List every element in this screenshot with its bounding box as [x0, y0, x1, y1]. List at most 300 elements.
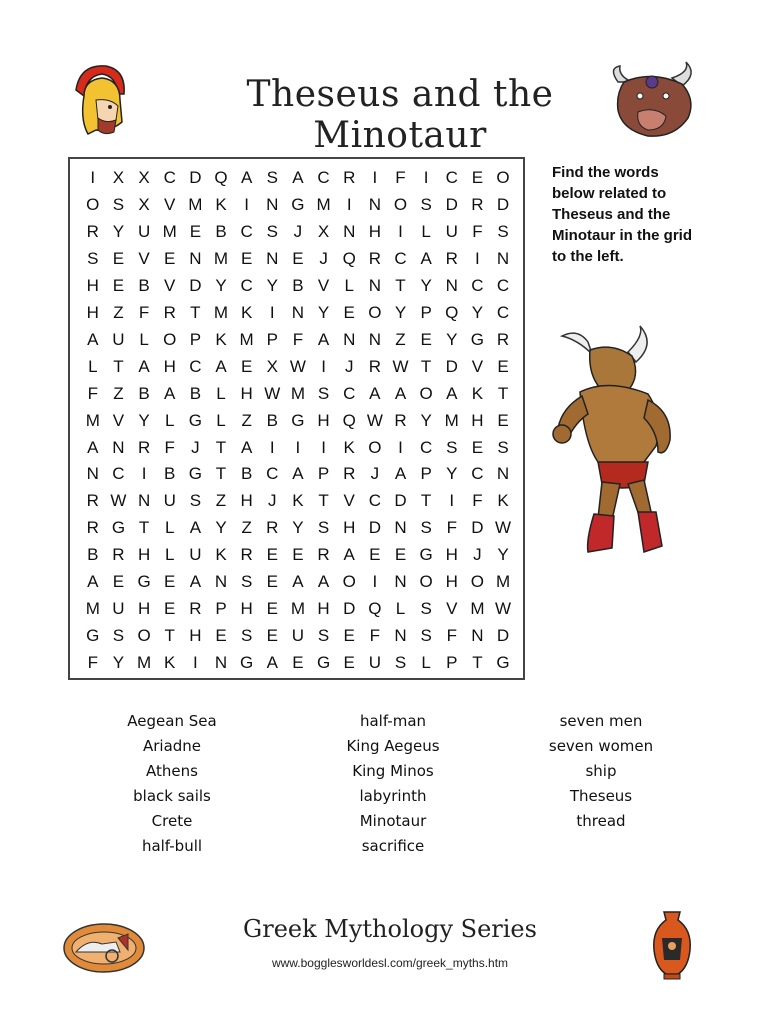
grid-letter: I	[475, 248, 480, 268]
grid-letter: B	[138, 383, 150, 403]
grid-letter: N	[343, 329, 356, 349]
grid-letter: D	[445, 356, 458, 376]
grid-letter: B	[164, 464, 176, 484]
grid-letter: F	[395, 168, 406, 187]
grid-letter: O	[368, 302, 382, 322]
grid-letter: K	[164, 653, 176, 673]
grid-letter: F	[164, 437, 175, 457]
word-item: Ariadne	[142, 737, 202, 755]
grid-letter: Y	[446, 464, 458, 484]
grid-letter: H	[471, 410, 484, 430]
grid-letter: N	[86, 464, 99, 484]
grid-row	[80, 300, 516, 326]
grid-letter: H	[86, 302, 99, 322]
grid-letter: C	[163, 168, 176, 187]
grid-letter: A	[87, 572, 99, 592]
grid-letter: T	[215, 464, 227, 484]
grid-letter: R	[317, 545, 330, 565]
grid-letter: E	[164, 599, 176, 619]
grid-row	[80, 273, 516, 299]
grid-letter: A	[138, 356, 150, 376]
grid-letter: A	[369, 383, 381, 403]
grid-letter: H	[343, 518, 356, 538]
instructions-text: Find the words below related to Theseus and the Minotaur in the grid to the left.	[552, 164, 692, 265]
grid-letter: H	[137, 599, 151, 619]
grid-letter: S	[497, 437, 509, 457]
grid-letter: V	[317, 275, 330, 295]
grid-letter: N	[394, 572, 407, 592]
grid-letter: R	[266, 518, 279, 538]
grid-letter: Q	[445, 302, 459, 322]
word-item: black sails	[133, 787, 211, 805]
grid-letter: R	[343, 168, 356, 187]
grid-letter: O	[470, 572, 485, 592]
grid-letter: I	[372, 572, 378, 592]
grid-letter: Y	[112, 653, 125, 673]
grid-letter: H	[137, 545, 151, 565]
grid-letter: N	[266, 194, 279, 214]
grid-letter: R	[445, 248, 458, 268]
grid-letter: E	[394, 545, 407, 565]
grid-letter: O	[419, 383, 433, 403]
grid-letter: L	[164, 518, 175, 538]
word-item: half-bull	[141, 837, 203, 855]
grid-letter: F	[446, 518, 457, 538]
grid-letter: Y	[292, 518, 304, 538]
grid-letter: H	[317, 410, 330, 430]
grid-letter: I	[244, 194, 249, 214]
grid-letter: T	[164, 626, 175, 646]
grid-letter: M	[470, 599, 485, 619]
word-item: half-man	[359, 712, 427, 730]
word-item: Theseus	[569, 787, 633, 805]
word-item: King Aegeus	[346, 737, 440, 755]
grid-letter: C	[496, 275, 510, 295]
vase-icon	[648, 908, 696, 980]
grid-letter: M	[136, 653, 152, 673]
grid-letter: N	[266, 248, 279, 268]
word-item: seven men	[559, 712, 643, 730]
grid-letter: B	[292, 275, 304, 295]
grid-letter: M	[316, 194, 331, 214]
grid-letter: G	[316, 653, 331, 673]
grid-letter: Y	[446, 329, 458, 349]
word-list-column-3	[516, 709, 686, 834]
grid-letter: V	[138, 248, 150, 268]
grid-letter: K	[215, 329, 227, 349]
grid-letter: M	[290, 383, 305, 403]
grid-row	[80, 354, 516, 380]
grid-letter: C	[240, 275, 253, 295]
grid-letter: C	[368, 491, 381, 511]
grid-letter: W	[264, 383, 281, 403]
grid-letter: U	[112, 599, 125, 619]
grid-row	[80, 381, 516, 407]
grid-row	[80, 219, 516, 245]
grid-letter: Y	[112, 221, 125, 241]
grid-letter: A	[343, 545, 355, 565]
grid-letter: D	[445, 194, 458, 214]
grid-letter: K	[215, 194, 227, 214]
grid-letter: A	[87, 437, 99, 457]
grid-letter: O	[393, 194, 408, 214]
grid-letter: K	[215, 545, 227, 565]
grid-letter: Y	[215, 518, 227, 538]
grid-letter: G	[188, 410, 202, 430]
grid-letter: Z	[113, 383, 124, 403]
grid-letter: V	[446, 599, 458, 619]
grid-letter: N	[112, 437, 125, 457]
grid-letter: L	[421, 221, 431, 241]
grid-letter: L	[395, 599, 406, 619]
grid-letter: H	[240, 383, 253, 403]
grid-row	[80, 192, 516, 218]
grid-letter: G	[496, 653, 510, 673]
grid-letter: Q	[342, 248, 356, 268]
grid-letter: I	[372, 168, 378, 187]
grid-letter: E	[112, 275, 125, 295]
grid-letter: T	[395, 275, 406, 295]
grid-row	[80, 435, 516, 461]
grid-letter: O	[368, 437, 382, 457]
minotaur-icon	[548, 322, 698, 562]
grid-letter: A	[317, 572, 330, 592]
grid-letter: G	[86, 626, 100, 646]
grid-letter: H	[86, 275, 99, 295]
grid-letter: L	[216, 383, 226, 403]
grid-row	[80, 542, 516, 568]
grid-letter: N	[214, 572, 228, 592]
grid-letter: J	[268, 491, 277, 511]
word-item: Minotaur	[359, 812, 427, 830]
grid-letter: S	[420, 626, 432, 646]
grid-letter: V	[164, 194, 176, 214]
grid-letter: F	[87, 653, 98, 673]
grid-letter: X	[138, 168, 150, 187]
grid-letter: M	[495, 572, 511, 592]
word-list-column-2	[308, 709, 478, 859]
helmet-icon	[66, 60, 136, 140]
grid-letter: R	[163, 302, 176, 322]
grid-letter: G	[240, 653, 254, 673]
grid-letter: H	[368, 221, 381, 241]
grid-letter: E	[112, 572, 125, 592]
grid-letter: P	[446, 653, 458, 673]
grid-letter: Y	[497, 545, 509, 565]
grid-letter: U	[137, 221, 151, 241]
grid-letter: V	[343, 491, 355, 511]
grid-letter: S	[497, 221, 509, 241]
grid-letter: N	[496, 464, 510, 484]
grid-letter: B	[266, 410, 278, 430]
grid-letter: N	[368, 194, 381, 214]
grid-letter: O	[496, 168, 510, 187]
grid-letter: Z	[241, 410, 252, 430]
grid-letter: Q	[214, 168, 228, 187]
grid-letter: N	[368, 275, 381, 295]
grid-letter: X	[112, 168, 125, 187]
series-title: Greek Mythology Series	[243, 915, 537, 943]
grid-letter: R	[496, 329, 510, 349]
word-item: seven women	[548, 737, 654, 755]
grid-letter: E	[497, 410, 509, 430]
grid-row	[80, 569, 516, 595]
grid-letter: S	[317, 626, 330, 646]
grid-letter: U	[291, 626, 305, 646]
grid-letter: E	[292, 653, 304, 673]
grid-letter: R	[86, 518, 99, 538]
grid-letter: E	[471, 437, 484, 457]
bull-head-icon	[604, 60, 700, 142]
grid-letter: E	[266, 626, 278, 646]
grid-letter: I	[321, 437, 326, 457]
grid-row	[80, 165, 516, 191]
grid-letter: M	[188, 194, 203, 214]
grid-letter: A	[317, 329, 330, 349]
grid-letter: A	[189, 518, 202, 538]
grid-letter: U	[112, 329, 125, 349]
grid-letter: I	[321, 356, 326, 376]
grid-letter: M	[290, 599, 305, 619]
grid-letter: R	[112, 545, 125, 565]
grid-letter: R	[368, 356, 381, 376]
grid-row	[80, 408, 516, 434]
page-title: Theseus and the Minotaur	[246, 74, 554, 156]
grid-letter: P	[266, 329, 278, 349]
grid-letter: H	[317, 599, 330, 619]
grid-letter: I	[295, 437, 301, 457]
grid-letter: D	[368, 518, 381, 538]
grid-letter: M	[85, 599, 100, 619]
grid-letter: A	[446, 383, 458, 403]
grid-row	[80, 623, 516, 649]
grid-letter: A	[420, 248, 432, 268]
grid-letter: X	[138, 194, 150, 214]
word-search-grid	[68, 157, 525, 680]
grid-letter: N	[368, 329, 381, 349]
grid-letter: J	[293, 221, 303, 241]
grid-letter: D	[496, 194, 510, 214]
grid-letter: Z	[215, 491, 227, 511]
grid-letter: S	[240, 626, 253, 646]
grid-letter: T	[190, 302, 201, 322]
grid-letter: R	[86, 491, 99, 511]
grid-letter: C	[445, 168, 458, 187]
word-item: thread	[576, 812, 626, 830]
grid-letter: E	[266, 599, 278, 619]
grid-letter: D	[471, 518, 484, 538]
grid-letter: C	[266, 464, 279, 484]
grid-letter: Z	[113, 302, 124, 322]
grid-letter: R	[394, 410, 407, 430]
grid-letter: G	[291, 410, 305, 430]
grid-letter: J	[344, 356, 354, 376]
grid-letter: G	[419, 545, 433, 565]
grid-letter: K	[240, 302, 253, 322]
grid-letter: N	[137, 491, 151, 511]
grid-letter: R	[343, 464, 356, 484]
grid-letter: C	[471, 275, 484, 295]
grid-letter: J	[473, 545, 482, 565]
grid-letter: U	[163, 491, 176, 511]
grid-letter: N	[394, 518, 407, 538]
grid-letter: A	[292, 168, 304, 187]
grid-letter: H	[445, 572, 458, 592]
grid-letter: S	[189, 491, 202, 511]
grid-letter: E	[420, 329, 432, 349]
grid-letter: Z	[241, 518, 252, 538]
grid-letter: G	[188, 464, 202, 484]
grid-letter: Q	[342, 410, 356, 430]
grid-letter: A	[189, 572, 202, 592]
grid-letter: J	[370, 464, 380, 484]
grid-letter: T	[138, 518, 150, 538]
grid-letter: M	[239, 329, 254, 349]
grid-letter: O	[163, 329, 177, 349]
grid-letter: G	[111, 518, 126, 538]
grid-letter: O	[137, 626, 151, 646]
grid-letter: C	[394, 248, 407, 268]
grid-row	[80, 515, 516, 541]
grid-letter: C	[240, 221, 253, 241]
grid-letter: I	[423, 168, 429, 187]
grid-letter: B	[215, 221, 227, 241]
grid-letter: A	[240, 437, 253, 457]
grid-letter: E	[343, 653, 355, 673]
grid-letter: Y	[138, 410, 150, 430]
grid-letter: C	[419, 437, 433, 457]
grid-letter: N	[214, 653, 228, 673]
grid-letter: R	[471, 194, 484, 214]
grid-letter: L	[164, 545, 175, 565]
word-item: ship	[585, 762, 617, 780]
grid-letter: D	[343, 599, 356, 619]
grid-letter: T	[318, 491, 329, 511]
grid-letter: R	[368, 248, 381, 268]
grid-letter: F	[446, 626, 457, 646]
grid-letter: E	[343, 302, 355, 322]
grid-letter: K	[471, 383, 484, 403]
grid-letter: S	[112, 626, 125, 646]
grid-letter: E	[292, 248, 304, 268]
grid-row	[80, 488, 516, 514]
grid-letter: Y	[317, 302, 330, 322]
grid-letter: F	[292, 329, 304, 349]
grid-letter: S	[112, 194, 125, 214]
grid-letter: R	[189, 599, 202, 619]
grid-letter: L	[139, 329, 149, 349]
grid-letter: A	[266, 653, 278, 673]
grid-letter: Y	[420, 275, 432, 295]
grid-letter: O	[342, 572, 356, 592]
grid-letter: T	[420, 356, 432, 376]
grid-letter: Y	[266, 275, 278, 295]
grid-letter: N	[343, 221, 356, 241]
grid-letter: S	[446, 437, 458, 457]
grid-letter: E	[292, 545, 304, 565]
grid-letter: D	[496, 626, 510, 646]
grid-letter: L	[88, 356, 98, 376]
grid-letter: A	[292, 464, 304, 484]
grid-letter: M	[444, 410, 459, 430]
grid-letter: A	[394, 464, 407, 484]
grid-letter: C	[496, 302, 510, 322]
grid-letter: I	[269, 437, 275, 457]
grid-letter: G	[470, 329, 485, 349]
grid-letter: Y	[215, 275, 227, 295]
grid-letter: V	[164, 275, 176, 295]
grid-letter: N	[471, 626, 484, 646]
grid-letter: S	[420, 518, 432, 538]
grid-letter: B	[87, 545, 99, 565]
grid-letter: E	[189, 221, 202, 241]
grid-letter: M	[162, 221, 177, 241]
grid-letter: K	[343, 437, 355, 457]
grid-letter: H	[163, 356, 176, 376]
grid-letter: A	[394, 383, 407, 403]
grid-letter: I	[90, 168, 96, 187]
grid-letter: E	[497, 356, 509, 376]
word-item: Aegean Sea	[127, 712, 217, 730]
grid-letter: B	[138, 275, 150, 295]
grid-letter: M	[213, 302, 229, 322]
grid-letter: S	[420, 194, 432, 214]
grid-letter: Y	[420, 410, 432, 430]
grid-letter: S	[420, 599, 432, 619]
word-list-column-1	[87, 709, 257, 859]
grid-letter: T	[215, 437, 227, 457]
grid-letter: X	[266, 356, 278, 376]
grid-letter: S	[240, 572, 253, 592]
grid-letter: D	[189, 275, 202, 295]
grid-letter: P	[420, 464, 432, 484]
grid-letter: G	[291, 194, 305, 214]
grid-letter: M	[213, 248, 229, 268]
grid-letter: D	[394, 491, 407, 511]
grid-letter: E	[240, 248, 253, 268]
grid-letter: P	[420, 302, 432, 322]
grid-letter: Y	[394, 302, 407, 322]
grid-letter: T	[113, 356, 124, 376]
grid-letter: P	[317, 464, 330, 484]
grid-letter: N	[291, 302, 305, 322]
grid-letter: J	[191, 437, 200, 457]
grid-letter: E	[240, 356, 253, 376]
grid-letter: W	[495, 599, 512, 619]
grid-letter: V	[471, 356, 484, 376]
grid-letter: E	[164, 248, 176, 268]
grid-letter: H	[240, 491, 253, 511]
grid-letter: K	[292, 491, 304, 511]
grid-letter: C	[317, 168, 330, 187]
word-item: Crete	[151, 812, 193, 830]
grid-letter: F	[369, 626, 381, 646]
grid-letter: Y	[471, 302, 484, 322]
grid-letter: E	[215, 626, 227, 646]
grid-letter: A	[215, 356, 227, 376]
grid-letter: V	[112, 410, 125, 430]
grid-letter: C	[189, 356, 202, 376]
grid-letter: F	[87, 383, 98, 403]
grid-letter: O	[419, 572, 433, 592]
grid-letter: H	[189, 626, 202, 646]
grid-letter: O	[86, 194, 100, 214]
grid-row	[80, 650, 516, 676]
grid-letter: G	[137, 572, 151, 592]
grid-letter: W	[110, 491, 127, 511]
grid-letter: I	[346, 194, 352, 214]
grid-letter: W	[366, 410, 383, 430]
